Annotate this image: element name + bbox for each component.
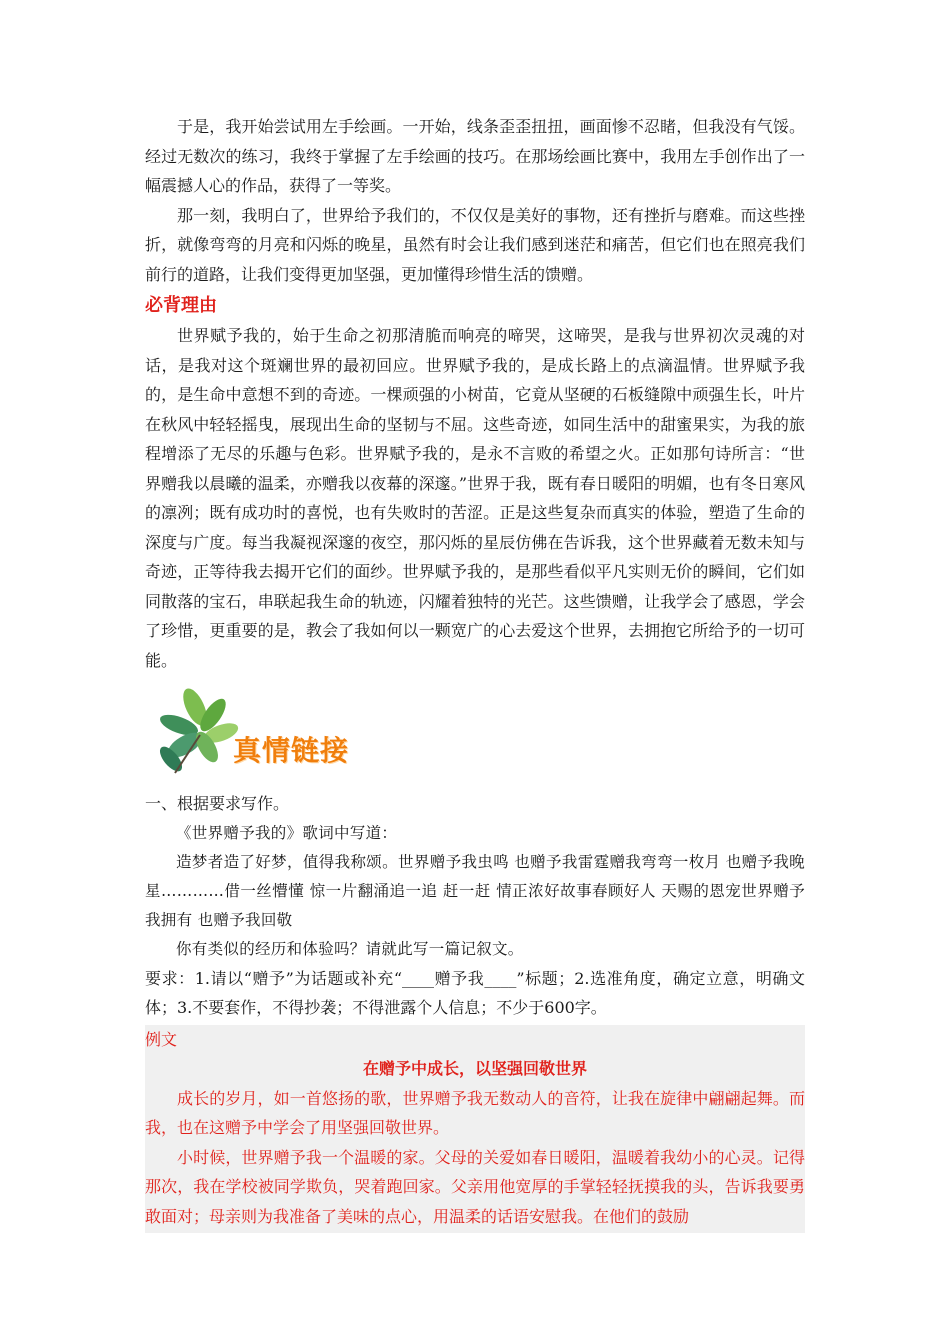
intro-paragraph-1: 于是，我开始尝试用左手绘画。一开始，线条歪歪扭扭，画面惨不忍睹，但我没有气馁。经过无数次的练习，我终于掌握了左手绘画的技巧。在那场绘画比赛中，我用左手创作出了一幅震撼人心的作品，获得了一等奖。 (145, 117, 805, 195)
task-line-1: 一、根据要求写作。 (145, 794, 290, 813)
example-label: 例文 (145, 1029, 178, 1049)
reason-heading: 必背理由 (145, 295, 217, 316)
banner-title: 真情链接 (233, 734, 350, 767)
reason-paragraph: 世界赋予我的，始于生命之初那清脆而响亮的啼哭，这啼哭，是我与世界初次灵魂的对话，是我对这个斑斓世界的最初回应。世界赋予我的，是成长路上的点滴温情。世界赋予我的，是生命中意想不到的奇迹。一棵顽强的小树苗，它竟从坚硬的石板缝隙中顽强生长，叶片在秋风中轻轻摇曳，展现出生命的坚韧与不屈。这些奇迹，如同生活中的甜蜜果实，为我的旅程增添了无尽的乐趣与色彩。世界赋予我的，是永不言败的希望之火。正如那句诗所言：“世界赠我以晨曦的温柔，亦赠我以夜幕的深邃。”世界于我，既有春日暖阳的明媚，也有冬日寒风的凛冽；既有成功时的喜悦，也有失败时的苦涩。正是这些复杂而真实的体验，塑造了生命的深度与广度。每当我凝视深邃的夜空，那闪烁的星辰仿佛在告诉我，这个世界藏着无数未知与奇迹，正等待我去揭开它们的面纱。世界赋予我的，是那些看似平凡实则无价的瞬间，它们如同散落的宝石，串联起我生命的轨迹，闪耀着独特的光芒。这些馈赠，让我学会了感恩，学会了珍惜，更重要的是，教会了我如何以一颗宽广的心去爱这个世界，去拥抱它所给予的一切可能。 (145, 326, 805, 670)
leaves-icon (155, 687, 245, 777)
task-requirements: 要求：1.请以“赠予”为话题或补充“____赠予我____”标题；2.选准角度，确定立意，明确文体；3.不要套作，不得抄袭；不得泄露个人信息；不少于600字。 (145, 968, 805, 1017)
task-question: 你有类似的经历和体验吗？请就此写一篇记叙文。 (176, 939, 524, 958)
section-banner (145, 681, 805, 789)
example-paragraph-1: 成长的岁月，如一首悠扬的歌，世界赠予我无数动人的音符，让我在旋律中翩翩起舞。而我，也在这赠予中学会了用坚强回敬世界。 (145, 1088, 805, 1137)
document-page (145, 112, 805, 1233)
example-box (145, 1025, 805, 1234)
task-line-2: 《世界赠予我的》歌词中写道： (176, 823, 398, 842)
task-poem: 造梦者造了好梦，值得我称颂。世界赠予我虫鸣 也赠予我雷霆赠我弯弯一枚月 也赠予我晚星…………借一丝懵懂 惊一片翻涌追一追 赶一赶 情正浓好故事春顾好人 天赐的恩宠世界赠予我拥有 也赠予我回敬 (145, 852, 805, 929)
example-paragraph-2: 小时候，世界赠予我一个温暖的家。父母的关爱如春日暖阳，温暖着我幼小的心灵。记得那次，我在学校被同学欺负，哭着跑回家。父亲用他宽厚的手掌轻轻抚摸我的头，告诉我要勇敢面对；母亲则为我准备了美味的点心，用温柔的话语安慰我。在他们的鼓励 (145, 1147, 805, 1226)
example-title: 在赠予中成长，以坚强回敬世界 (362, 1059, 587, 1078)
intro-paragraph-2: 那一刻，我明白了，世界给予我们的，不仅仅是美好的事物，还有挫折与磨难。而这些挫折，就像弯弯的月亮和闪烁的晚星，虽然有时会让我们感到迷茫和痛苦，但它们也在照亮我们前行的道路，让我们变得更加坚强，更加懂得珍惜生活的馈赠。 (145, 205, 805, 284)
